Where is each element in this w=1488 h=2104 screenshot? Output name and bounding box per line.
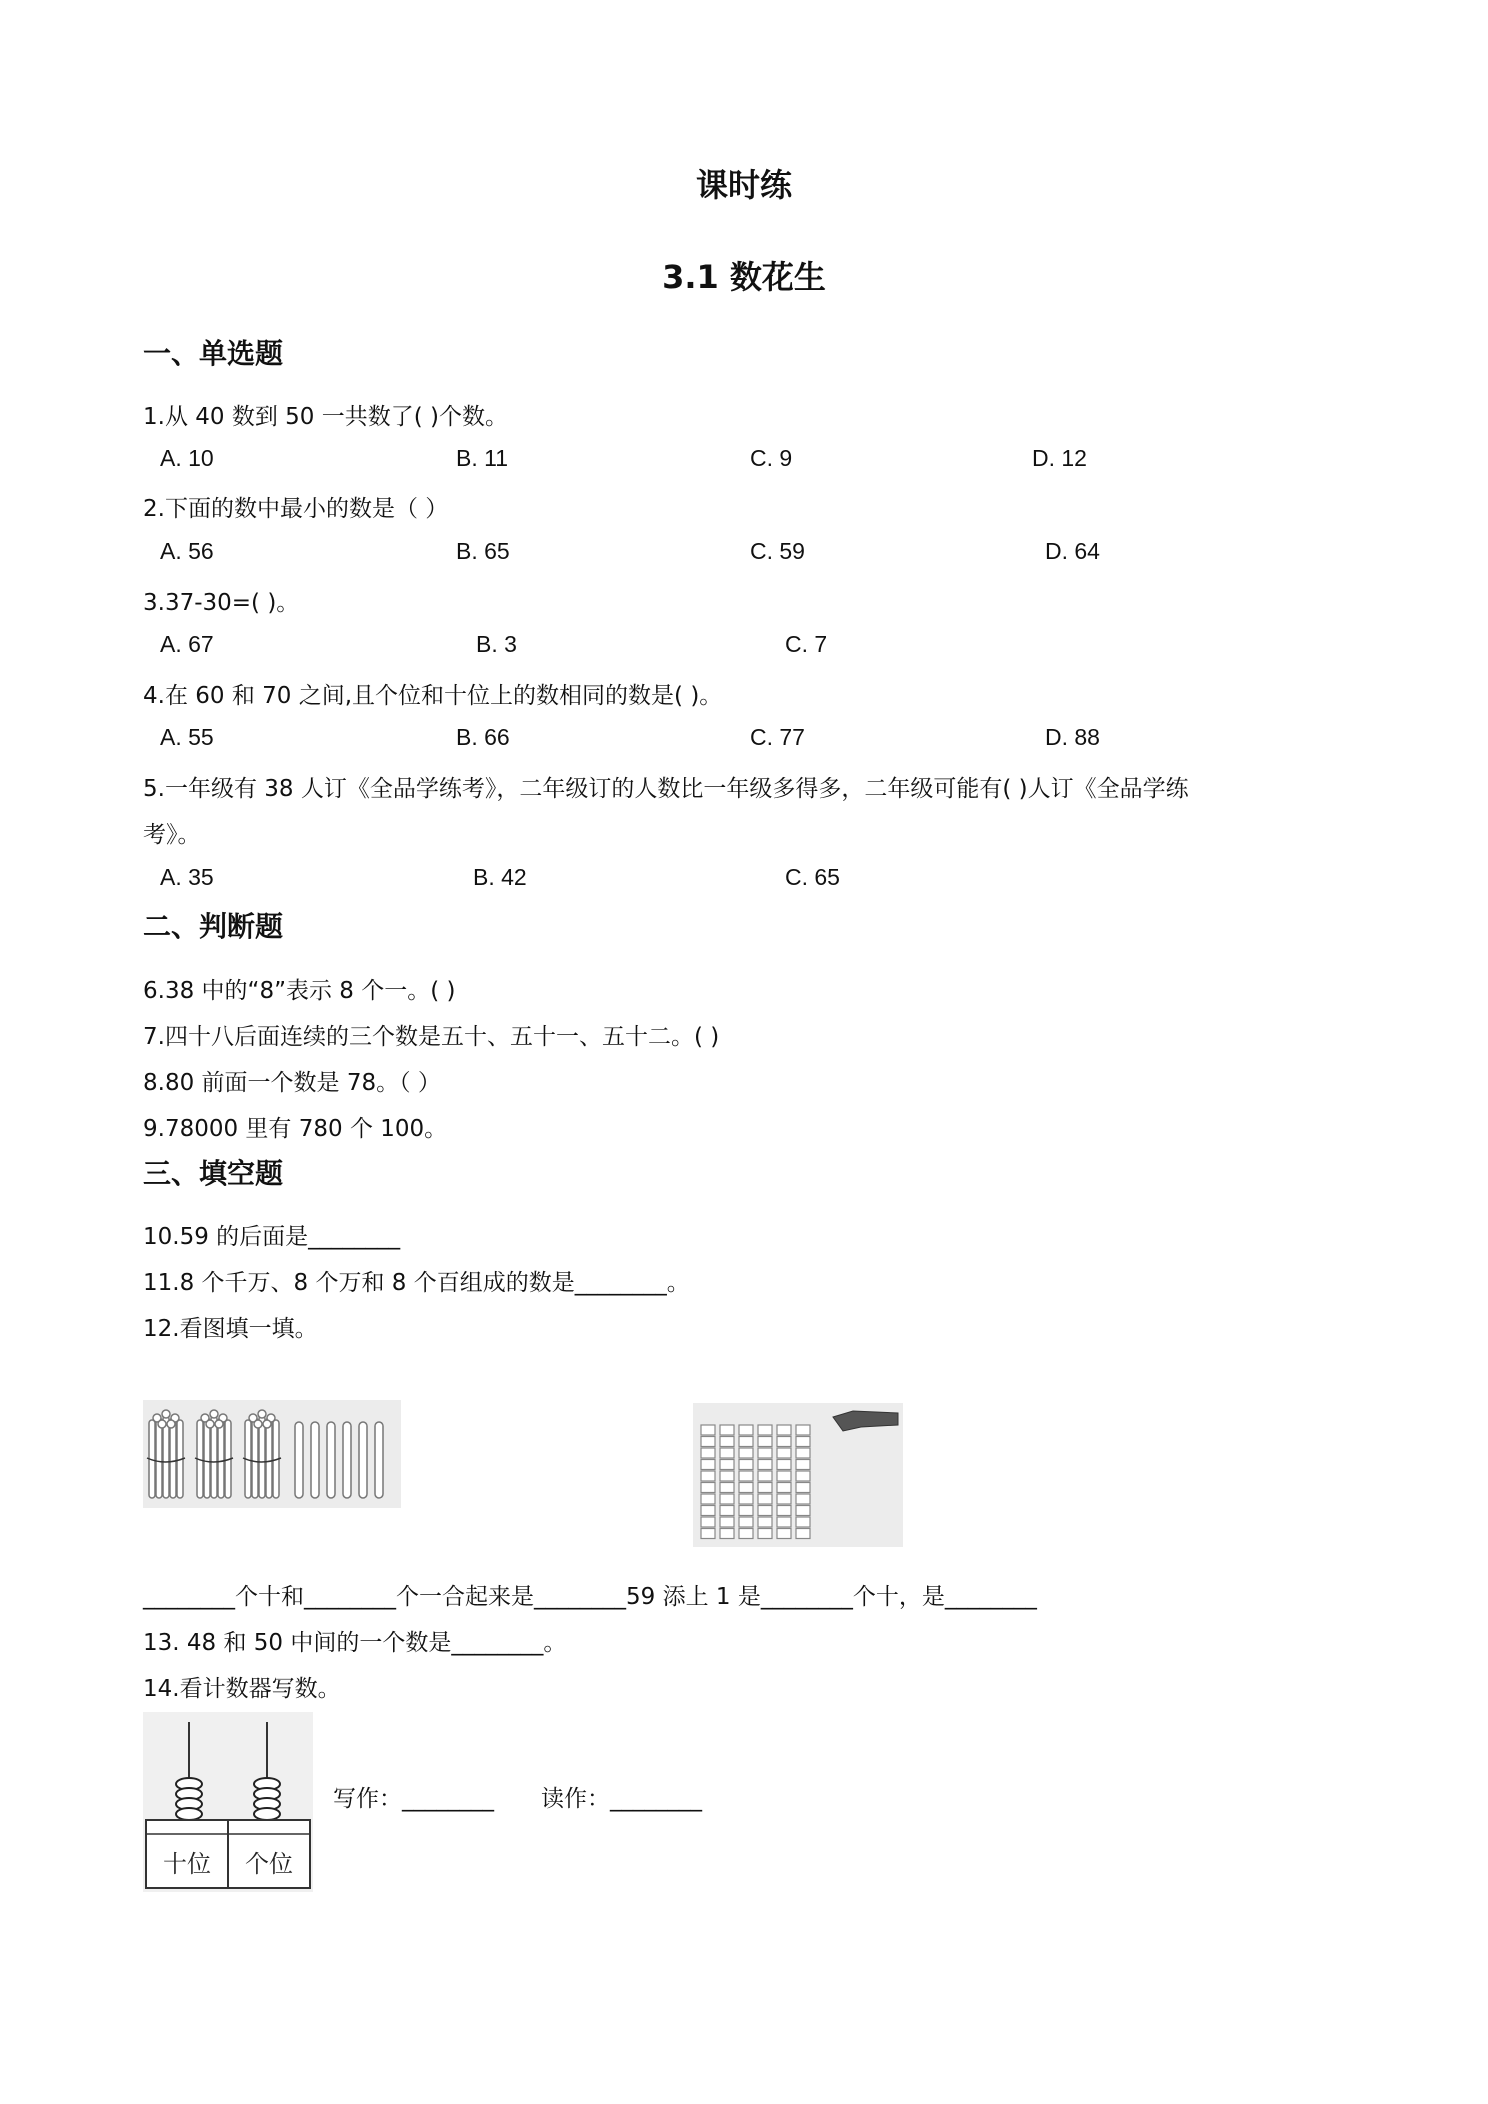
question-5-line-2: 考》。 [143, 822, 201, 848]
section-heading-2: 二、判断题 [143, 910, 284, 943]
cube [720, 1506, 734, 1516]
section-heading-1: 一、单选题 [143, 337, 284, 370]
cube [796, 1529, 810, 1539]
q14-write-field: 写作：________ [333, 1786, 494, 1812]
cube [739, 1494, 753, 1504]
q5-option-b: B. 42 [473, 864, 527, 890]
cube [701, 1460, 715, 1470]
cube [777, 1517, 791, 1527]
cube [720, 1425, 734, 1435]
cube [720, 1460, 734, 1470]
cube [739, 1471, 753, 1481]
question-11: 11.8 个千万、8 个万和 8 个百组成的数是________。 [143, 1270, 690, 1296]
cube [739, 1448, 753, 1458]
cube [758, 1425, 772, 1435]
q4-option-d: D. 88 [1045, 724, 1100, 750]
cube [701, 1425, 715, 1435]
q5-option-a: A. 35 [160, 864, 214, 890]
question-9: 9.78000 里有 780 个 100。 [143, 1116, 448, 1142]
cube [796, 1483, 810, 1493]
abacus-ones-label: 个位 [245, 1850, 293, 1878]
cube [720, 1448, 734, 1458]
ones-beads [254, 1778, 280, 1820]
q4-option-b: B. 66 [456, 724, 510, 750]
cube [758, 1448, 772, 1458]
cube [777, 1494, 791, 1504]
cube [758, 1437, 772, 1447]
q2-option-d: D. 64 [1045, 538, 1100, 564]
cube [796, 1506, 810, 1516]
question-12: 12.看图填一填。 [143, 1316, 318, 1342]
cube [701, 1471, 715, 1481]
q4-option-c: C. 77 [750, 724, 805, 750]
cube [758, 1471, 772, 1481]
cube [777, 1460, 791, 1470]
question-10: 10.59 的后面是________ [143, 1224, 401, 1250]
cube [739, 1506, 753, 1516]
question-1: 1.从 40 数到 50 一共数了( )个数。 [143, 404, 508, 430]
page-subtitle: 3.1 数花生 [662, 258, 826, 296]
cube [758, 1460, 772, 1470]
cube [720, 1471, 734, 1481]
cube [739, 1517, 753, 1527]
q14-read-field: 读作：________ [541, 1786, 702, 1812]
cube [758, 1483, 772, 1493]
section-heading-3: 三、填空题 [143, 1157, 284, 1190]
q3-option-a: A. 67 [160, 631, 214, 657]
cube [701, 1517, 715, 1527]
cube [758, 1506, 772, 1516]
bundle-2 [195, 1410, 233, 1498]
cube [796, 1517, 810, 1527]
q5-option-c: C. 65 [785, 864, 840, 890]
cube [720, 1437, 734, 1447]
cube [720, 1529, 734, 1539]
q4-option-a: A. 55 [160, 724, 214, 750]
cube [739, 1437, 753, 1447]
cube [739, 1425, 753, 1435]
cube [701, 1529, 715, 1539]
cube [796, 1425, 810, 1435]
q1-option-c: C. 9 [750, 445, 793, 471]
cube [777, 1437, 791, 1447]
question-3: 3.37-30=( )。 [143, 590, 300, 616]
cube [758, 1529, 772, 1539]
cube [777, 1506, 791, 1516]
q3-option-c: C. 7 [785, 631, 828, 657]
question-4: 4.在 60 和 70 之间,且个位和十位上的数相同的数是( )。 [143, 683, 723, 709]
cube [777, 1529, 791, 1539]
cube [739, 1460, 753, 1470]
cube [720, 1494, 734, 1504]
cube [796, 1448, 810, 1458]
bundle-1 [147, 1410, 185, 1498]
bundle-3 [243, 1410, 281, 1498]
cube [720, 1517, 734, 1527]
cube [777, 1448, 791, 1458]
abacus-tens-label: 十位 [163, 1850, 211, 1878]
cube [739, 1529, 753, 1539]
q2-option-b: B. 65 [456, 538, 510, 564]
cube [739, 1483, 753, 1493]
abacus-figure [143, 1712, 313, 1892]
question-7: 7.四十八后面连续的三个数是五十、五十一、五十二。( ) [143, 1024, 720, 1050]
question-6: 6.38 中的“8”表示 8 个一。( ) [143, 978, 456, 1004]
q1-option-d: D. 12 [1032, 445, 1087, 471]
question-13: 13. 48 和 50 中间的一个数是________。 [143, 1630, 567, 1656]
cube [777, 1425, 791, 1435]
q1-option-b: B. 11 [456, 445, 508, 471]
cube [701, 1448, 715, 1458]
cube [758, 1517, 772, 1527]
q3-option-b: B. 3 [476, 631, 517, 657]
cube [701, 1483, 715, 1493]
question-12-answer-line: ________个十和________个一合起来是________59 添上 1 是________个十，是________ [143, 1584, 1037, 1610]
cube [758, 1494, 772, 1504]
cube [777, 1471, 791, 1481]
cube-columns-figure [693, 1403, 903, 1547]
page-title: 课时练 [695, 166, 792, 204]
question-2: 2.下面的数中最小的数是（ ） [143, 496, 449, 522]
question-14: 14.看计数器写数。 [143, 1676, 341, 1702]
q2-option-a: A. 56 [160, 538, 214, 564]
cube [701, 1494, 715, 1504]
tens-beads [176, 1778, 202, 1820]
q1-option-a: A. 10 [160, 445, 214, 471]
cube [701, 1437, 715, 1447]
cube [701, 1506, 715, 1516]
cube [796, 1460, 810, 1470]
cube [720, 1483, 734, 1493]
question-5-line-1: 5.一年级有 38 人订《全品学练考》，二年级订的人数比一年级多得多，二年级可能有( )人订《全品学练 [143, 776, 1189, 802]
stick-bundles-figure [143, 1400, 401, 1508]
cube [777, 1483, 791, 1493]
cube [796, 1494, 810, 1504]
cube [796, 1471, 810, 1481]
question-8: 8.80 前面一个数是 78。（ ） [143, 1070, 441, 1096]
q2-option-c: C. 59 [750, 538, 805, 564]
cube [796, 1437, 810, 1447]
